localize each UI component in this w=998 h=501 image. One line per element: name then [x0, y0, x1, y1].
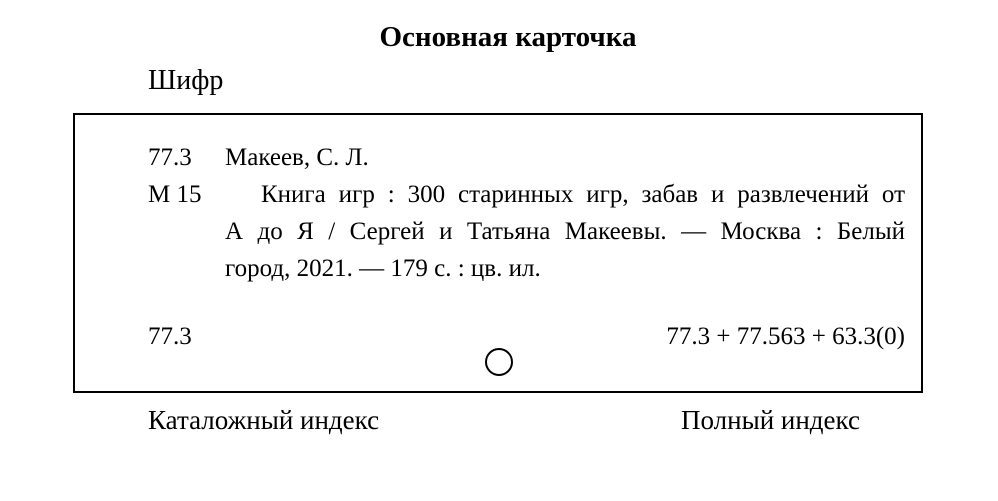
- hole-punch-icon: [485, 348, 513, 376]
- bib-line: город, 2021. — 179 с. : цв. ил.: [225, 255, 541, 282]
- bib-line: А до Я / Сергей и Татьяна Макеевы. — Москва : Белый: [225, 218, 905, 245]
- classification-index: 77.3: [148, 144, 192, 171]
- shifr-label: Шифр: [148, 65, 224, 96]
- author-sign: М 15: [148, 181, 202, 208]
- full-index-label: Полный индекс: [681, 405, 860, 435]
- author-heading: Макеев, С. Л.: [225, 144, 369, 171]
- bib-line: Книга игр : 300 старинных игр, забав и развлечений от: [261, 181, 905, 208]
- catalog-card: [73, 113, 923, 393]
- bibliographic-description: [225, 176, 905, 287]
- catalog-index-label: Каталожный индекс: [148, 405, 380, 435]
- full-index-value: 77.3 + 77.563 + 63.3(0): [666, 323, 905, 350]
- page-title: Основная карточка: [379, 21, 637, 53]
- catalog-index-value: 77.3: [148, 323, 192, 350]
